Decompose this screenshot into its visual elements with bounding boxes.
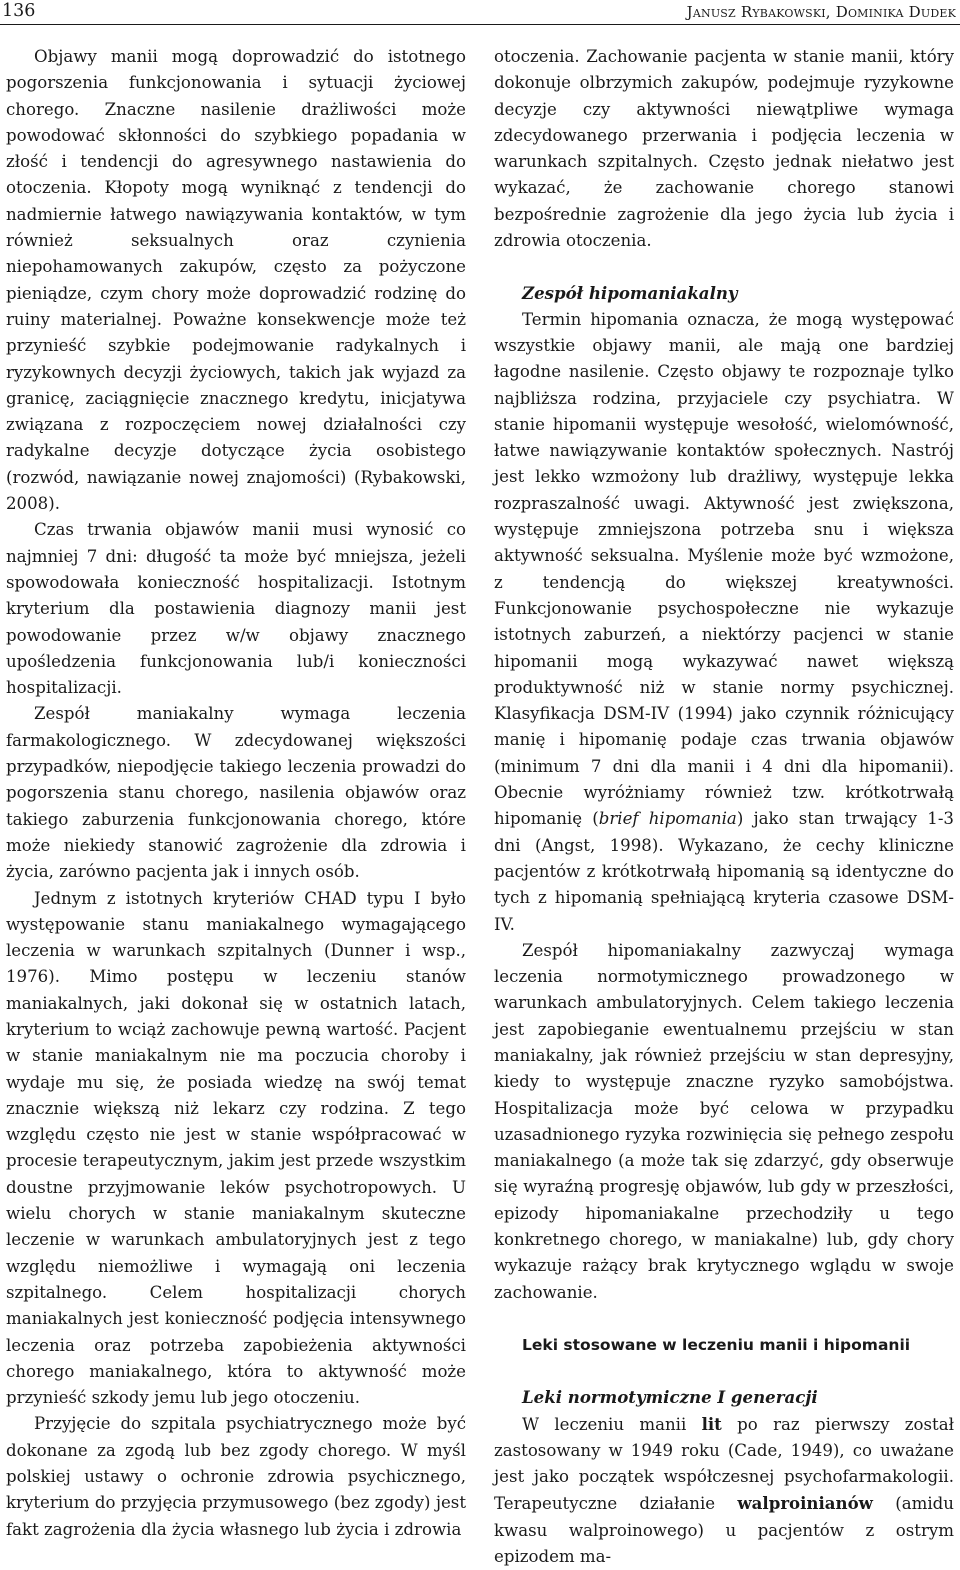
text-run: po raz pierwszy został zastosowany w 1949 roku (Cade, 1949), co uważane jest jako początek współczesnej psychofarmakologii. Terapeutyczne działanie [494,1414,954,1514]
paragraph: otoczenia. Zachowanie pacjenta w stanie manii, który dokonuje olbrzymich zakupów, podejmuje ryzykowne decyzje czy aktywności niewątpliwe wymaga zdecydowanego przerwania i podjęcia leczenia w warunkach szpitalnych. Często jednak niełatwo jest wykazać, że zachowanie chorego stanowi bezpośrednie zagrożenie dla jego życia lub życia i zdrowia otoczenia. [494,47,954,251]
bold-term: walproinianów [737,1493,873,1514]
subheading: Zespół hipomaniakalny [522,283,738,304]
text-run: ) jako stan trwający 1-3 dni (Angst, 1998). Wykazano, że cechy kliniczne pacjentów z krótkotrwałą hipomanią są identyczne do tych z hipomanią spełniającą kryteria czasowe DSM-IV. [494,809,954,934]
paragraph: Zespół maniakalny wymaga leczenia farmakologicznego. W zdecydowanej większości przypadków, niepodjęcie takiego leczenia prowadzi do pogorszenia stanu chorego, nasilenia objawów oraz takiego zaburzenia funkcjonowania chorego, które może niekiedy stanowić zagrożenie dla zdrowia i życia, zarówno pacjenta jak i innych osób. [6,704,466,882]
section-heading: Leki stosowane w leczeniu manii i hipomanii [522,1335,911,1354]
spacer [494,1358,954,1384]
paragraph: Jednym z istotnych kryteriów CHAD typu I było występowanie stanu maniakalnego wymagającego leczenia w warunkach szpitalnych (Dunner i wsp., 1976). Mimo postępu w leczeniu stanów maniakalnych, jaki dokonał się w ostatnich latach, kryterium to wciąż zachowuje pewną wartość. Pacjent w stanie maniakalnym nie ma poczucia choroby i wydaje mu się, że posiada wiedzę na swój temat znacznie większą niż lekarz czy rodzina. Z tego względu często nie jest w stanie współpracować w procesie terapeutycznym, jakim jest przede wszystkim doustne przyjmowanie leków psychotropowych. U wielu chorych w stanie maniakalnym skuteczne leczenie w warunkach ambulatoryjnych jest z tego względu niemożliwe i wymagają oni leczenia szpitalnego. Celem hospitalizacji chorych maniakalnych jest konieczność podjęcia intensywnego leczenia oraz potrzeba zapobieżenia aktywności chorego maniakalnego, która to aktywność może przynieść szkody jemu lub jego otoczeniu. [6,888,466,1408]
text-run: Termin hipomania oznacza, że mogą występować wszystkie objawy manii, ale mają one bardziej łagodne nasilenie. Często objawy te rozpoznaje tylko najbliższa rodzina, przyjaciele czy psychiatra. W stanie hipomanii występuje wesołość, wielomówność, łatwe nawiązywanie kontaktów społecznych. Nastrój jest lekko wzmożony lub drażliwy, występuje lekka rozpraszalność uwagi. Aktywność jest zwiększona, występuje zmniejszona potrzeba snu i większa aktywność seksualna. Myślenie może być wzmożone, z tendencją do większej kreatywności. Funkcjonowanie psychospołeczne nie wykazuje istotnych zaburzeń, a niektórzy pacjenci w stanie hipomanii mogą wykazywać nawet większą produktywność niż w stanie normy psychicznej. Klasyfikacja DSM-IV (1994) jako czynnik różnicujący manię i hipomanię podaje czas trwania objawów (minimum 7 dni dla manii i 4 dni dla hipomanii). Obecnie wyróżniamy również tzw. krótkotrwałą hipomanię ( [494,309,954,829]
paragraph [494,307,954,938]
text-run: (amidu kwasu walproinowego) u pacjentów z ostrym epizodem ma- [494,1494,954,1567]
header-rule [0,24,960,25]
spacer [494,1306,954,1332]
paragraph: Zespół hipomaniakalny zazwyczaj wymaga leczenia normotymicznego prowadzonego w warunkach ambulatoryjnych. Celem takiego leczenia jest zapobieganie ewentualnemu przejściu w stan maniakalny, jak również przejściu w stan depresyjny, kiedy to występuje znaczne ryzyko samobójstwa. Hospitalizacja może być celowa w przypadku uzasadnionego ryzyka rozwinięcia się pełnego zespołu maniakalnego (a może tak się zdarzyć, gdy obserwuje się wyraźną progresję objawów, lub gdy w przeszłości, epizody hipomaniakalne przechodziły u tego konkretnego chorego, w maniakalne) lub, gdy chory wykazuje rażący brak krytycznego wglądu w swoje zachowanie. [494,940,954,1302]
italic-term: brief hipomania [598,809,737,829]
page-header [0,0,960,26]
left-column [6,44,466,1543]
paragraph [494,1411,954,1570]
spacer [494,254,954,280]
paragraph: Objawy manii mogą doprowadzić do istotnego pogorszenia funkcjonowania i sytuacji życiowej chorego. Znaczne nasilenie drażliwości może powodować skłonności do szybkiego popadania w złość i tendencji do agresywnego nastawienia do otoczenia. Kłopoty mogą wyniknąć z tendencji do nadmiernie łatwego nawiązywania kontaktów, w tym również seksualnych oraz czynienia niepohamowanych zakupów, często za pożyczone pieniądze, czym chory może doprowadzić rodzinę do ruiny materialnej. Poważne konsekwencje może też przynieść szybkie podejmowanie radykalnych i ryzykownych decyzji życiowych, takich jak wyjazd za granicę, zaciągnięcie znacznego kredytu, inicjatywa związana z rozpoczęciem nowej działalności czy radykalne decyzje dotyczące życia osobistego (rozwód, nawiązanie nowej znajomości) (Rybakowski, 2008). [6,47,466,514]
paragraph: Przyjęcie do szpitala psychiatrycznego może być dokonane za zgodą lub bez zgody chorego. W myśl polskiej ustawy o ochronie zdrowia psychicznego, kryterium do przyjęcia przymusowego (bez zgody) jest fakt zagrożenia dla życia własnego lub życia i zdrowia [6,1414,466,1539]
bold-term: lit [701,1413,722,1434]
paragraph: Czas trwania objawów manii musi wynosić co najmniej 7 dni: długość ta może być mniejsza, jeżeli spowodowała konieczność hospitalizacji. Istotnym kryterium dla postawienia diagnozy manii jest powodowanie przez w/w objawy znacznego upośledzenia funkcjonowania lub/i konieczności hospitalizacji. [6,520,466,698]
running-head: Janusz Rybakowski, Dominika Dudek [686,3,956,21]
page-number: 136 [2,1,36,21]
text-run: W leczeniu manii [522,1414,702,1434]
right-column [494,44,954,1570]
subheading: Leki normotymiczne I generacji [522,1387,818,1408]
